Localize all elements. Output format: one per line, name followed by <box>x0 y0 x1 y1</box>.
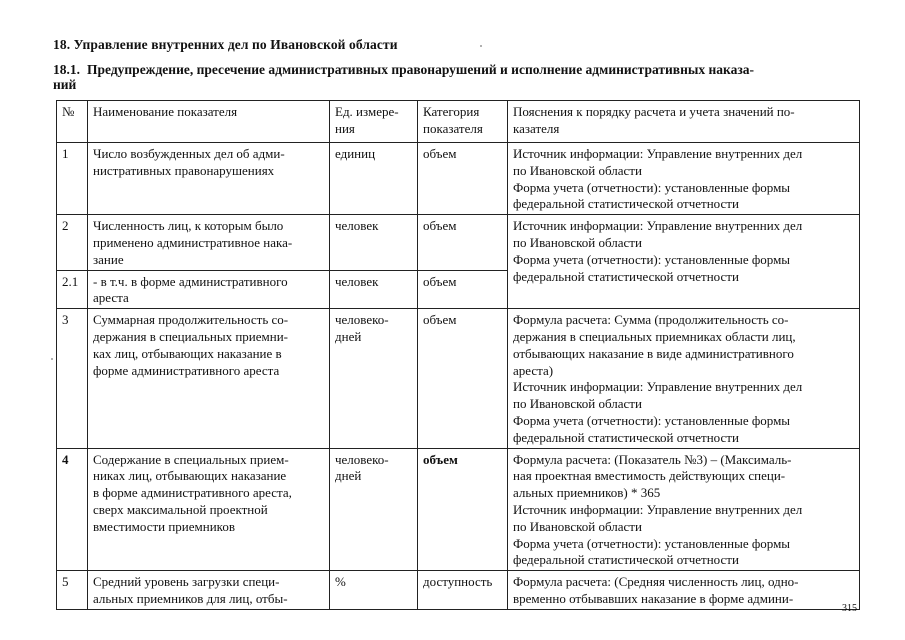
cell-line: применено административное нака- <box>93 234 293 250</box>
table-row <box>57 448 860 571</box>
header-unit <box>330 101 418 143</box>
cell-line: человек <box>335 218 379 234</box>
row-notes <box>508 571 860 610</box>
indicators-table-body <box>57 101 860 610</box>
row-category: объем <box>418 309 508 448</box>
cell-line: % <box>335 574 346 590</box>
cell-line: альных приемников) * 365 <box>513 485 661 501</box>
cell-line: Содержание в специальных прием- <box>93 451 289 467</box>
cell-line: в форме административного ареста, <box>93 485 292 501</box>
header-notes <box>508 101 860 143</box>
cell-line: Источник информации: Управление внутренних дел <box>513 379 803 395</box>
cell-line: Число возбужденных дел об адми- <box>93 146 285 161</box>
cell-line: показателя <box>423 120 483 136</box>
cell-line: дней <box>335 468 362 484</box>
cell-line: Формула расчета: (Средняя численность лиц, одно- <box>513 574 799 590</box>
row-unit <box>330 448 418 571</box>
row-no: 5 <box>57 571 88 610</box>
row-no: 1 <box>57 143 88 215</box>
cell-line: Источник информации: Управление внутренних дел <box>513 218 803 234</box>
cell-line: форме административного ареста <box>93 362 280 378</box>
cell-line: Наименование показателя <box>93 104 238 119</box>
cell-line: альных приемников для лиц, отбы- <box>93 590 288 606</box>
row-no: 4 <box>57 448 88 571</box>
table-row <box>57 143 860 215</box>
cell-line: по Ивановской области <box>513 162 642 178</box>
row-name <box>88 448 330 571</box>
cell-line: Форма учета (отчетности): установленные формы <box>513 412 791 428</box>
section-title: 18. Управление внутренних дел по Ивановской области <box>53 37 398 52</box>
cell-line: федеральной статистической отчетности <box>513 552 739 568</box>
row-category: доступность <box>418 571 508 610</box>
row-no: 2.1 <box>57 270 88 309</box>
row-no: 3 <box>57 309 88 448</box>
row-unit <box>330 215 418 270</box>
page-number: 315 <box>842 603 857 614</box>
cell-line: ках лиц, отбывающих наказание в <box>93 345 282 361</box>
cell-line: Формула расчета: (Показатель №3) – (Максималь- <box>513 451 792 467</box>
cell-line: человеко- <box>335 312 389 328</box>
cell-line: человеко- <box>335 451 389 467</box>
cell-line: Форма учета (отчетности): установленные формы <box>513 179 791 195</box>
cell-line: по Ивановской области <box>513 396 642 412</box>
cell-line: федеральной статистической отчетности <box>513 429 739 445</box>
row-name <box>88 571 330 610</box>
cell-line: держания в специальных приемни- <box>93 328 288 344</box>
row-notes <box>508 309 860 448</box>
cell-line: Пояснения к порядку расчета и учета значений по- <box>513 104 795 119</box>
row-unit <box>330 270 418 309</box>
cell-line: отбывающих наказание в виде административного <box>513 345 794 361</box>
scan-speck <box>480 45 482 47</box>
cell-line: ареста <box>93 290 129 306</box>
row-no: 2 <box>57 215 88 270</box>
cell-line: - в т.ч. в форме административного <box>93 273 288 289</box>
table-row <box>57 309 860 448</box>
subsection-title-line2: ний <box>53 77 77 92</box>
cell-line: Форма учета (отчетности): установленные формы <box>513 251 791 267</box>
cell-line: Суммарная продолжительность со- <box>93 312 289 328</box>
cell-line: Ед. измере- <box>335 104 399 119</box>
row-category: объем <box>418 448 508 571</box>
row-notes <box>508 215 860 309</box>
row-category: объем <box>418 143 508 215</box>
table-row <box>57 571 860 610</box>
cell-line: ния <box>335 120 355 136</box>
cell-line: ная проектная вместимость действующих специ- <box>513 468 786 484</box>
row-category: объем <box>418 270 508 309</box>
header-no: № <box>57 101 88 143</box>
cell-line: единиц <box>335 146 376 161</box>
row-name <box>88 270 330 309</box>
row-notes <box>508 143 860 215</box>
cell-line: Форма учета (отчетности): установленные формы <box>513 535 791 551</box>
row-category: объем <box>418 215 508 270</box>
cell-line: Средний уровень загрузки специ- <box>93 574 280 590</box>
cell-line: по Ивановской области <box>513 234 642 250</box>
cell-line: Формула расчета: Сумма (продолжительность со- <box>513 312 789 328</box>
cell-line: никах лиц, отбывающих наказание <box>93 468 287 484</box>
cell-line: Источник информации: Управление внутренних дел <box>513 146 803 161</box>
scan-speck <box>51 358 53 360</box>
header-category <box>418 101 508 143</box>
row-notes <box>508 448 860 571</box>
cell-line: Численность лиц, к которым было <box>93 218 284 234</box>
header-name <box>88 101 330 143</box>
row-unit <box>330 143 418 215</box>
cell-line: дней <box>335 328 362 344</box>
subsection-heading <box>53 62 853 92</box>
cell-line: сверх максимальной проектной <box>93 501 268 517</box>
cell-line: ареста) <box>513 362 554 378</box>
cell-line: человек <box>335 273 379 289</box>
cell-line: казателя <box>513 120 560 136</box>
cell-line: Источник информации: Управление внутренних дел <box>513 501 803 517</box>
cell-line: Категория <box>423 104 480 119</box>
cell-line: нистративных правонарушениях <box>93 162 275 178</box>
table-row <box>57 215 860 270</box>
subsection-number: 18.1. <box>53 62 80 77</box>
table-header-row <box>57 101 860 143</box>
subsection-title-line1: Предупреждение, пресечение административных правонарушений и исполнение административных наказа- <box>87 62 755 77</box>
cell-line: по Ивановской области <box>513 518 642 534</box>
row-name <box>88 309 330 448</box>
cell-line: федеральной статистической отчетности <box>513 268 739 284</box>
cell-line: вместимости приемников <box>93 518 235 534</box>
row-name <box>88 215 330 270</box>
cell-line: федеральной статистической отчетности <box>513 196 739 212</box>
cell-line: временно отбывавших наказание в форме админи- <box>513 590 794 606</box>
row-name <box>88 143 330 215</box>
cell-line: зание <box>93 251 124 267</box>
row-unit <box>330 309 418 448</box>
row-unit <box>330 571 418 610</box>
cell-line: держания в специальных приемниках области лиц, <box>513 328 796 344</box>
indicators-table <box>56 100 860 610</box>
